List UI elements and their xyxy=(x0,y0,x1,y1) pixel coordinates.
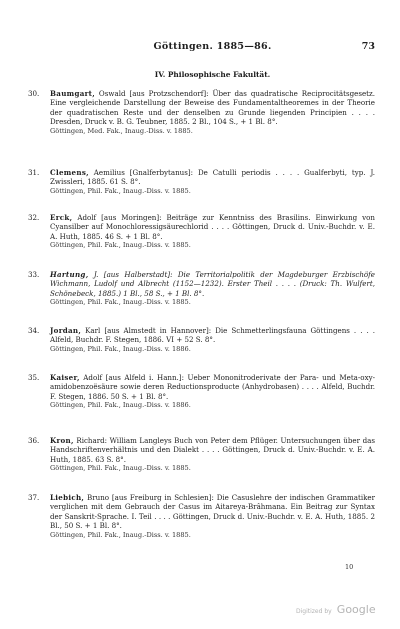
entry-note: Göttingen, Med. Fak., Inaug.-Diss. v. 1885. xyxy=(50,126,193,135)
entry-body: Bruno [aus Freiburg in Schlesien]: Die Casuslehre der indischen Grammatiker verglichen mit dem Gebrauch der Casus im Aitareya-Brâhmana. Ein Beitrag zur Syntax der Sanskrit-Sprache. I. Teil . . . . Göttingen, Druck d. Univ.-Buchdr. v. E. A. Huth, 1885. 2 Bl., 50 S. + 1 Bl. 8°. xyxy=(50,493,375,531)
watermark-brand: Google xyxy=(336,603,376,616)
watermark-prefix: Digitized by xyxy=(296,608,332,615)
entry-number: 36. xyxy=(28,436,40,445)
entry-author: Jordan, xyxy=(50,326,82,335)
signature-number: 10 xyxy=(345,563,354,571)
entry-number: 34. xyxy=(28,326,40,335)
catalog-entry xyxy=(28,326,375,354)
entry-note: Göttingen, Phil. Fak., Inaug.-Diss. v. 1885. xyxy=(50,530,191,539)
section-title: IV. Philosophische Fakultät. xyxy=(154,70,271,79)
entry-number: 33. xyxy=(28,270,40,279)
entry-author: Kron, xyxy=(50,436,74,445)
entry-text xyxy=(50,213,375,241)
catalog-entry xyxy=(28,270,375,308)
entry-text xyxy=(50,326,375,345)
page-header xyxy=(50,41,375,55)
catalog-entry xyxy=(28,213,375,251)
entry-body: Adolf [aus Moringen]: Beiträge zur Kenntniss des Brasilins. Einwirkung von Cyansilber auf Monochloressigsäurechlorid . . . . Göttingen, Druck d. Univ.-Buchdr. v. E. A. Huth, 1885. 46 S. + 1 Bl. 8°. xyxy=(50,213,375,241)
entry-number: 30. xyxy=(28,89,40,98)
entry-text xyxy=(50,373,375,401)
entry-author: Baumgart, xyxy=(50,89,95,98)
entry-note: Göttingen, Phil. Fak., Inaug.-Diss. v. 1885. xyxy=(50,186,191,195)
entry-body: Adolf [aus Alfeld i. Hann.]: Ueber Mononitroderivate der Para- und Meta-oxy-amidobenzoësäure sowie deren Reductionsproducte (Anhydrobasen) . . . . Alfeld, Buchdr. F. Stegen, 1886. 50 S. + 1 Bl. 8°. xyxy=(50,373,375,401)
entry-text xyxy=(50,436,375,464)
entry-number: 32. xyxy=(28,213,40,222)
google-watermark xyxy=(296,598,376,617)
catalog-entry xyxy=(28,168,375,196)
entry-text xyxy=(50,493,375,531)
entry-body: Karl [aus Almstedt in Hannover]: Die Schmetterlingsfauna Göttingens . . . . Alfeld, Buchdr. F. Stegen, 1886. VI + 52 S. 8°. xyxy=(50,326,375,345)
entry-note: Göttingen, Phil. Fak., Inaug.-Diss. v. 1885. xyxy=(50,464,191,473)
entry-number: 31. xyxy=(28,168,40,177)
entry-text xyxy=(50,89,375,127)
entry-body: Oswald [aus Protzschendorf]: Über das quadratische Reciprocitätsgesetz. Eine vergleichende Darstellung der Beweise des Fundamentaltheoremes in der Theorie der quadratischen Reste und der denselben zu Grunde liegenden Principien . . . . Dresden, Druck v. B. G. Teubner, 1885. 2 Bl., 104 S., + 1 Bl. 8°. xyxy=(50,89,375,127)
entry-author: Erck, xyxy=(50,213,73,222)
entry-note: Göttingen, Phil. Fak., Inaug.-Diss. v. 1885. xyxy=(50,241,191,250)
entry-number: 35. xyxy=(28,373,40,382)
running-title: Göttingen. 1885—86. xyxy=(153,41,272,52)
catalog-entry xyxy=(28,436,375,474)
page-number: 73 xyxy=(361,41,375,52)
entry-author: Hartung, xyxy=(50,270,89,279)
entry-body: Aemilius [Gnalferbytanus]: De Catulli periodis . . . . Gualferbyti, typ. J. Zwissleri, 1885. 61 S. 8°. xyxy=(50,168,375,187)
entry-author: Clemens, xyxy=(50,168,89,177)
entry-author: Kaiser, xyxy=(50,373,80,382)
entry-body: Richard: William Langleys Buch von Peter dem Pflüger. Untersuchungen über das Handschriftenverhältnis und den Dialekt . . . . Göttingen, Druck d. Univ.-Buchdr. v. E. A. Huth, 1885. 63 S. 8°. xyxy=(50,436,375,464)
entry-number: 37. xyxy=(28,493,40,502)
entry-text xyxy=(50,168,375,187)
entry-note: Göttingen, Phil. Fak., Inaug.-Diss. v. 1886. xyxy=(50,344,191,353)
entry-author: Liebich, xyxy=(50,493,85,502)
entry-note: Göttingen, Phil. Fak., Inaug.-Diss. v. 1886. xyxy=(50,401,191,410)
entry-text xyxy=(50,270,375,298)
catalog-entry xyxy=(28,89,375,136)
entry-note: Göttingen, Phil. Fak., Inaug.-Diss. v. 1885. xyxy=(50,298,191,307)
entry-body: J. [aus Halberstadt]: Die Territorialpolitik der Magdeburger Erzbischöfe Wichmann, Ludolf und Albrecht (1152—1232). Erster Theil . . . . (Druck: Th. Wulfert, Schönebeck, 1885.) 1 Bl., 58 S., + 1 Bl. 8°. xyxy=(50,270,375,298)
catalog-entry xyxy=(28,493,375,540)
catalog-entry xyxy=(28,373,375,411)
